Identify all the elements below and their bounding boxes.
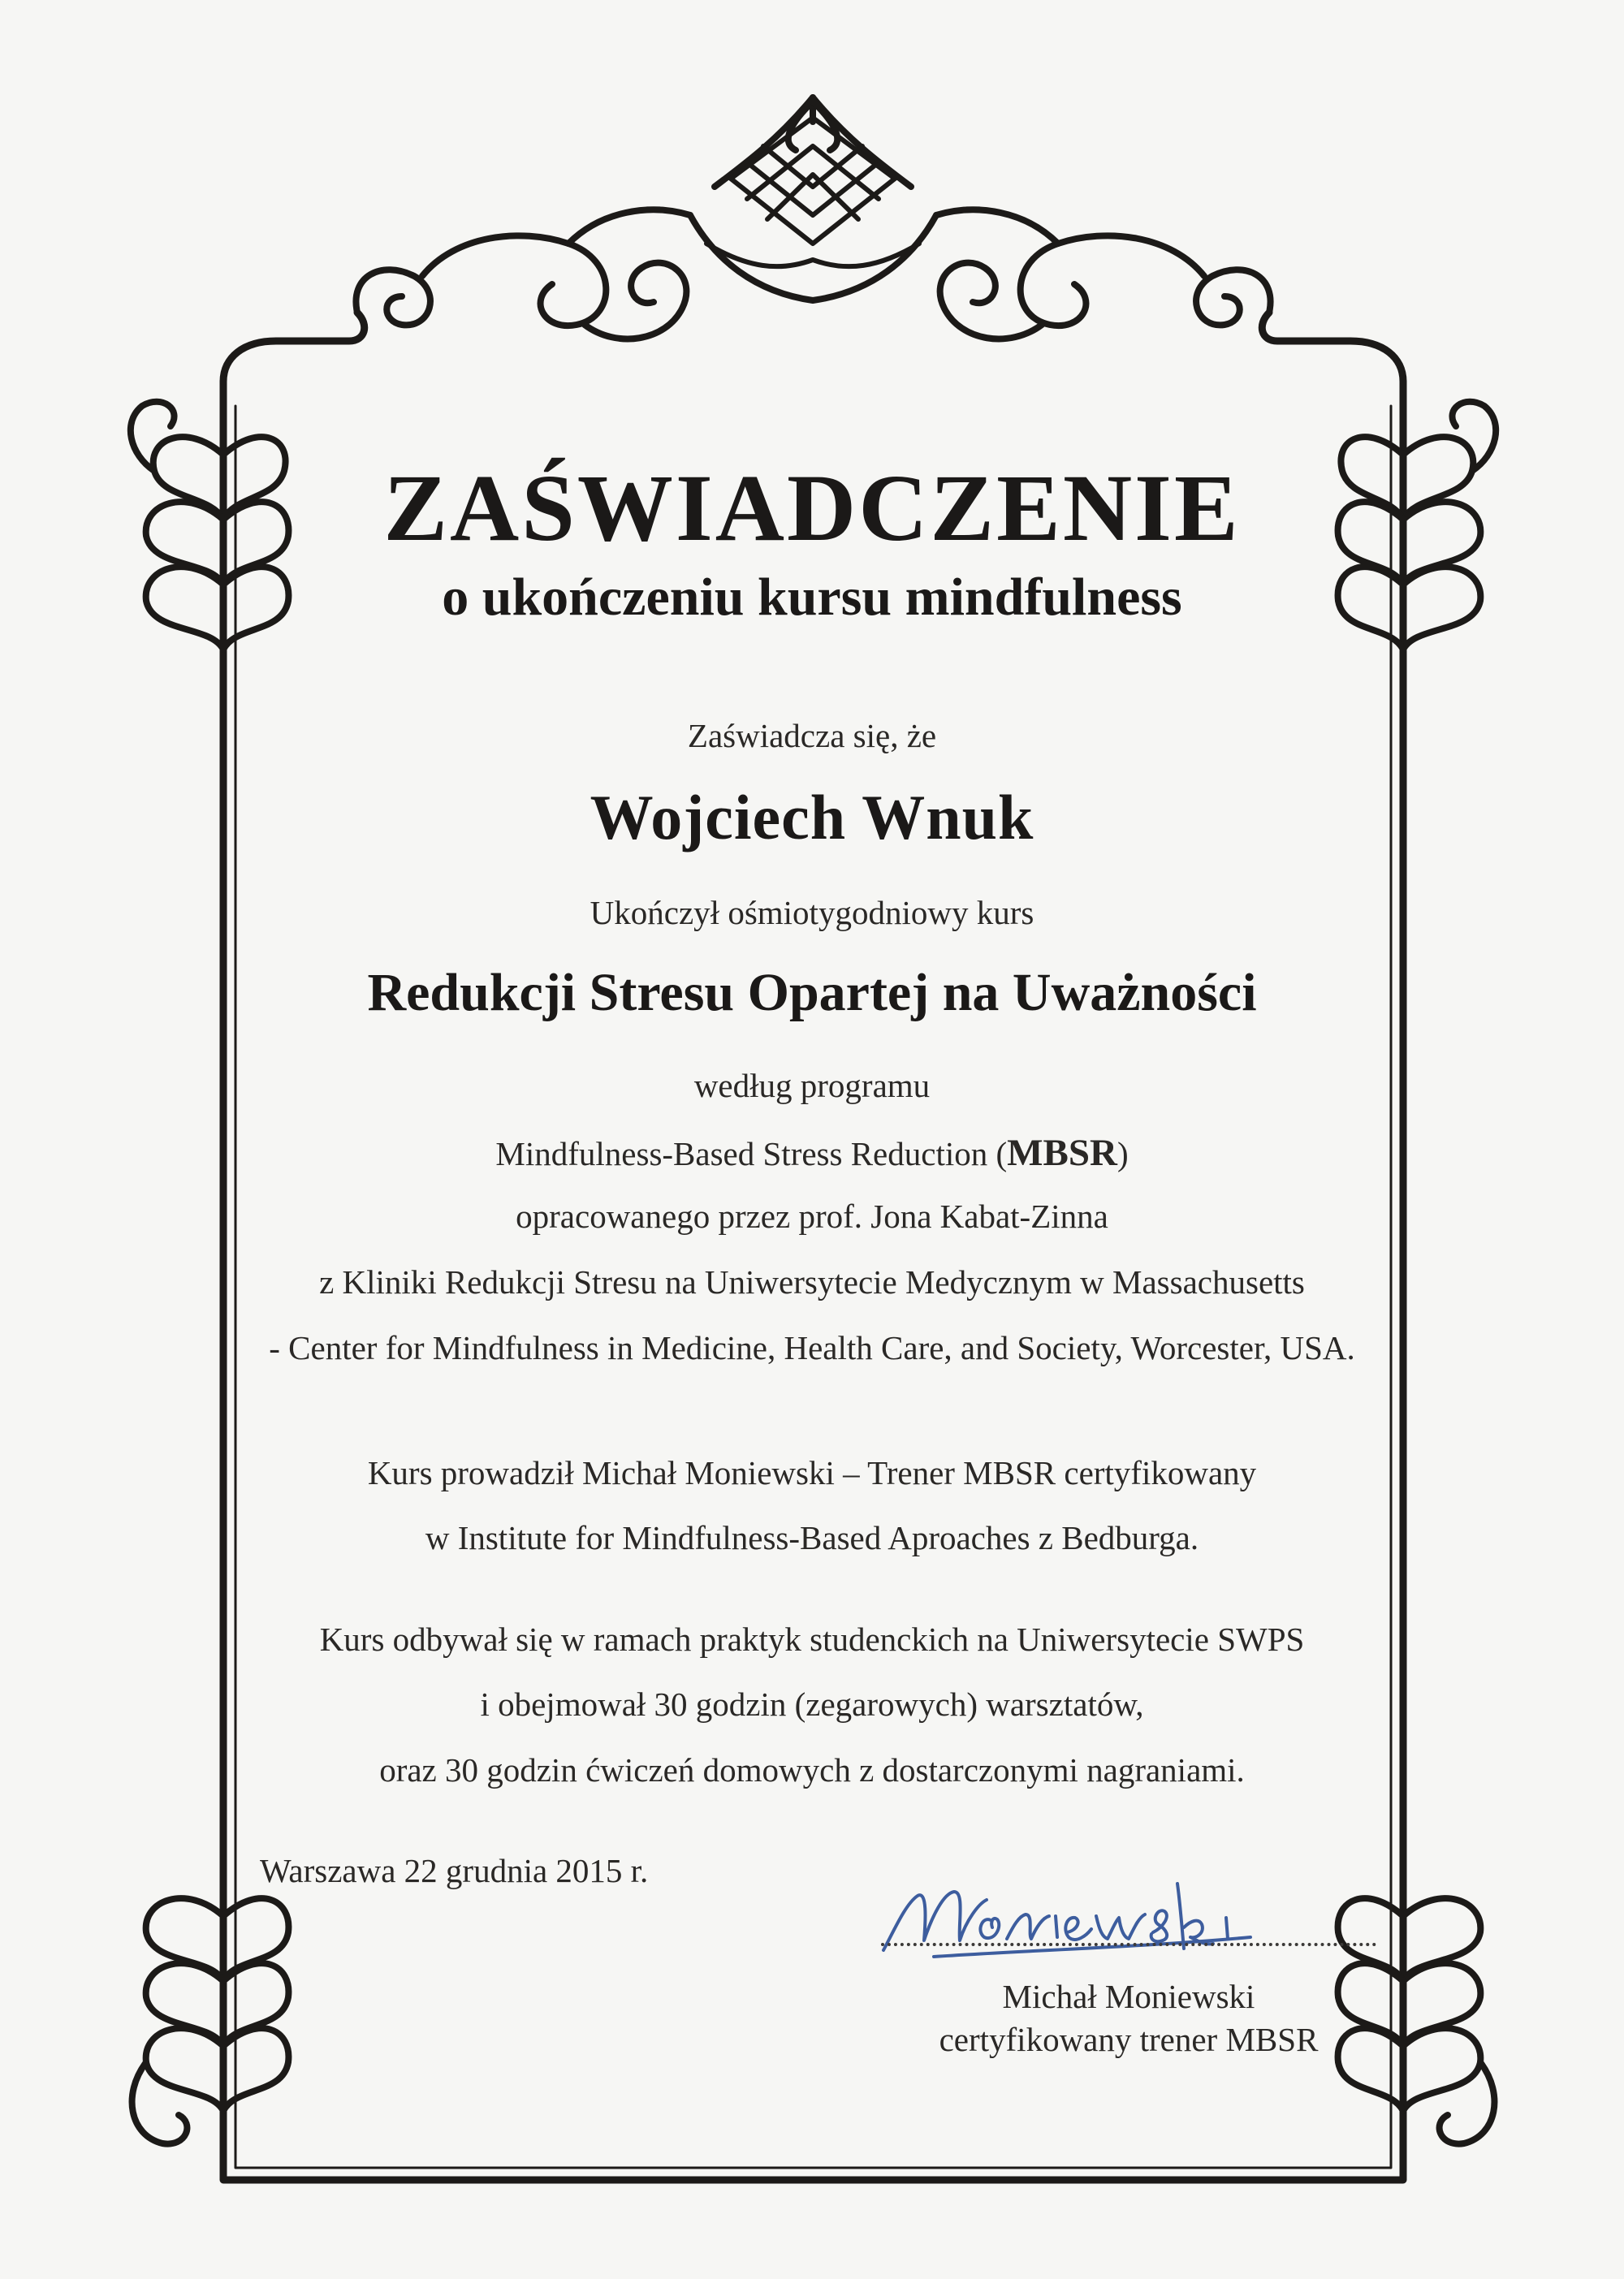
program-center: - Center for Mindfulness in Medicine, Health Care, and Society, Worcester, USA. [269,1329,1355,1366]
left-lower-scrolls [132,1898,289,2143]
instructor-line-1: Kurs prowadził Michał Moniewski – Trener MBSR certyfikowany [367,1454,1257,1491]
certification-intro: Zaświadcza się, że [687,717,937,754]
top-right-shoulder [1262,313,1403,382]
program-abbreviation: MBSR [1007,1132,1117,1174]
crown-lattice [706,118,919,266]
completion-statement: Ukończył ośmiotygodniowy kurs [590,894,1034,931]
certificate-subtitle: o ukończeniu kursu mindfulness [442,568,1182,627]
crown-ornament [356,97,1270,339]
handwritten-signature [869,1859,1372,1965]
program-name: Mindfulness-Based Stress Reduction ( [495,1135,1008,1172]
program-intro: według programu [693,1067,931,1104]
signer-role: certyfikowany trener MBSR [939,2021,1319,2058]
top-left-shoulder [223,313,365,382]
program-close: ) [1116,1135,1129,1172]
venue-line-1: Kurs odbywał się w ramach praktyk studenckich na Uniwersytecie SWPS [319,1621,1305,1658]
program-line [0,1131,1624,1175]
signer-name: Michał Moniewski [1002,1978,1255,2015]
recipient-name: Wojciech Wnuk [590,782,1034,852]
signature-line [881,1943,1376,1946]
instructor-line-2: w Institute for Mindfulness-Based Aproaches z Bedburga. [425,1519,1199,1556]
program-clinic: z Kliniki Redukcji Stresu na Uniwersytecie Medycznym w Massachusetts [319,1263,1305,1301]
course-name: Redukcji Stresu Opartej na Uważności [367,963,1257,1022]
certificate-title: ZAŚWIADCZENIE [383,455,1241,561]
venue-line-2: i obejmował 30 godzin (zegarowych) warsztatów, [480,1686,1144,1723]
venue-line-3: oraz 30 godzin ćwiczeń domowych z dostarczonymi nagraniami. [379,1751,1245,1789]
place-and-date: Warszawa 22 grudnia 2015 r. [260,1852,649,1889]
program-author: opracowanego przez prof. Jona Kabat-Zinna [516,1198,1108,1235]
